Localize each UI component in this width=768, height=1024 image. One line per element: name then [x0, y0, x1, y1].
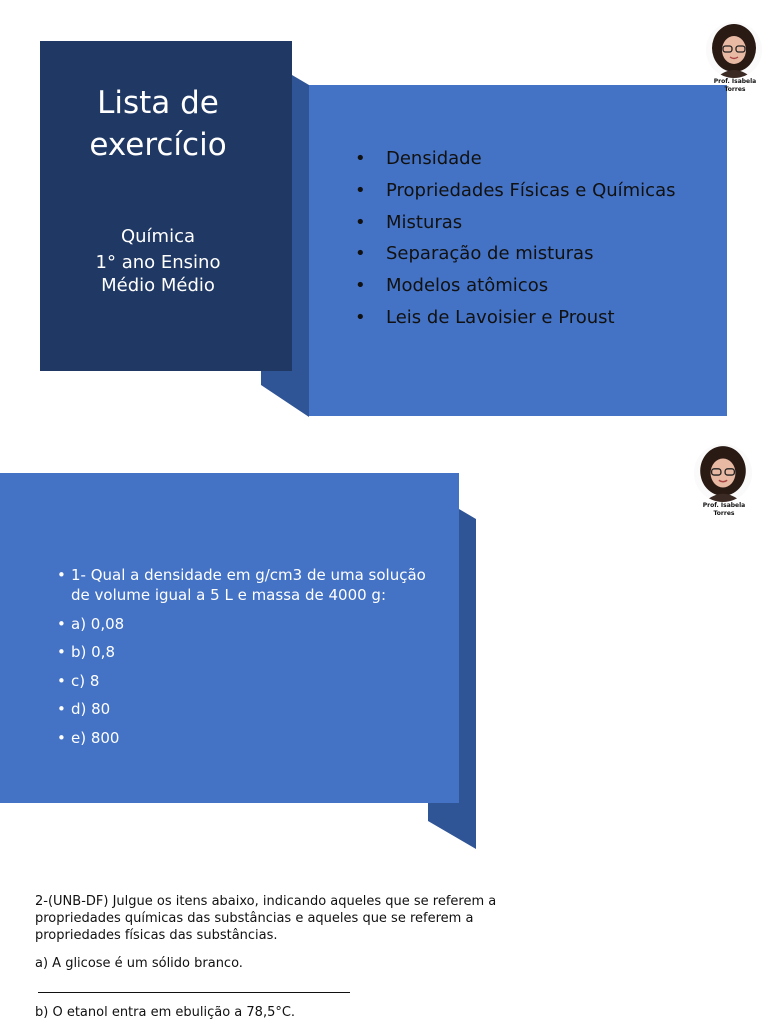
- topic-item: • Separação de misturas: [355, 241, 676, 273]
- slide1-subtitle: [40, 224, 276, 299]
- answer-option: • c) 8: [57, 671, 427, 691]
- topic-item: • Propriedades Físicas e Químicas: [355, 178, 676, 210]
- question1-text: • 1- Qual a densidade em g/cm3 de uma solução de volume igual a 5 L e massa de 4000 g:: [57, 565, 427, 605]
- question1-list: [57, 565, 427, 756]
- teacher-portrait-icon: [694, 444, 752, 502]
- slide1-title: [40, 82, 276, 166]
- teacher-caption: [706, 78, 764, 94]
- grade-line-1: 1° ano Ensino: [95, 252, 221, 273]
- teacher-surname: Torres: [724, 86, 746, 93]
- teacher-avatar: [694, 444, 752, 502]
- teacher-name: Prof. Isabela: [702, 502, 746, 509]
- title-line-1: Lista de: [97, 85, 219, 121]
- grade-line-2: Médio Médio: [101, 275, 215, 296]
- topic-item: • Leis de Lavoisier e Proust: [355, 305, 676, 337]
- topic-item: • Modelos atômicos: [355, 273, 676, 305]
- teacher-avatar: [706, 22, 762, 78]
- teacher-portrait-icon: [706, 22, 762, 78]
- answer-option: • a) 0,08: [57, 614, 427, 634]
- teacher-badge: [706, 22, 764, 94]
- question2-statement: 2-(UNB-DF) Julgue os itens abaixo, indicando aqueles que se referem a propriedades químicas das substâncias e aqueles que se referem a propriedades físicas das substâncias.: [35, 894, 497, 943]
- answer-option: • b) 0,8: [57, 642, 427, 662]
- title-line-2: exercício: [89, 127, 227, 163]
- teacher-surname: Torres: [713, 510, 735, 517]
- subject-label: Química: [120, 226, 196, 247]
- topic-item: • Misturas: [355, 210, 676, 242]
- answer-option: • d) 80: [57, 699, 427, 719]
- question2-item-a: a) A glicose é um sólido branco.: [35, 956, 243, 971]
- topics-list: [355, 146, 676, 337]
- answer-option: • e) 800: [57, 728, 427, 748]
- answer-blank-line: [38, 992, 350, 993]
- topic-item: • Densidade: [355, 146, 676, 178]
- teacher-badge: [694, 444, 754, 518]
- teacher-caption: [694, 502, 754, 518]
- question2-item-b: b) O etanol entra em ebulição a 78,5°C.: [35, 1005, 296, 1020]
- teacher-name: Prof. Isabela: [713, 78, 757, 85]
